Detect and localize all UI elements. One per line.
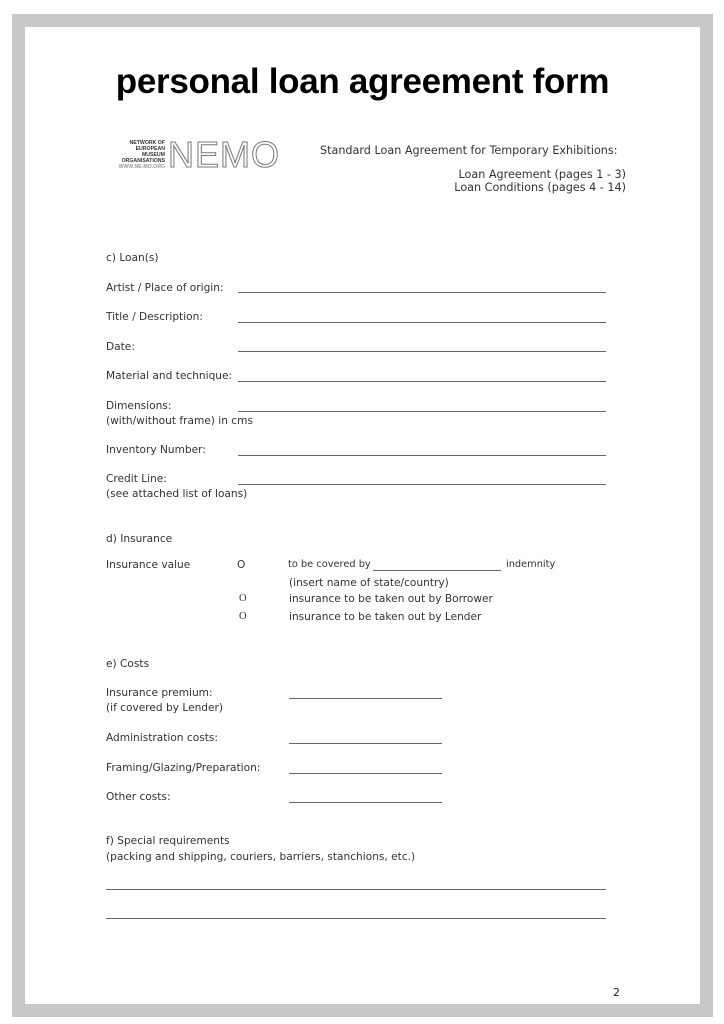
insurance-value-label: Insurance value	[106, 559, 191, 571]
cost-input-other[interactable]	[289, 802, 442, 803]
field-label-inventory: Inventory Number:	[106, 444, 206, 456]
logo-line: MUSEUM	[141, 152, 165, 158]
section-f-subheading: (packing and shipping, couriers, barriers, stanchions, etc.)	[106, 851, 416, 863]
field-sublabel-credit-line: (see attached list of loans)	[106, 488, 248, 500]
section-d-heading: d) Insurance	[106, 533, 173, 545]
special-requirements-line-2[interactable]	[106, 918, 606, 919]
indemnity-state-input[interactable]	[373, 570, 501, 571]
indemnity-note: (insert name of state/country)	[289, 577, 449, 589]
radio-lender[interactable]: O	[239, 611, 247, 622]
field-label-date: Date:	[106, 341, 135, 353]
document-title: personal loan agreement form	[115, 62, 610, 101]
nemo-logo-wordmark: NEMO	[168, 134, 280, 175]
cost-input-framing[interactable]	[289, 773, 442, 774]
logo-line: NETWORK OF	[129, 140, 165, 146]
field-input-inventory[interactable]	[238, 455, 606, 456]
logo-url: WWW.NE-MO.ORG	[118, 164, 165, 170]
logo-line: EUROPEAN	[135, 146, 165, 152]
conditions-pages-line: Loan Conditions (pages 4 - 14)	[454, 181, 626, 194]
field-input-dimensions[interactable]	[238, 411, 606, 412]
cost-label-insurance-premium: Insurance premium:	[106, 687, 213, 699]
field-label-material: Material and technique:	[106, 370, 233, 382]
section-c-heading: c) Loan(s)	[106, 252, 159, 264]
field-input-artist[interactable]	[238, 292, 606, 293]
agreement-pages-line: Loan Agreement (pages 1 - 3)	[458, 168, 626, 181]
cost-label-administration: Administration costs:	[106, 732, 218, 744]
field-label-dimensions: Dimensions:	[106, 400, 172, 412]
field-input-credit-line[interactable]	[238, 484, 606, 485]
option-lender-label: insurance to be taken out by Lender	[289, 611, 482, 623]
nemo-logo-text	[103, 140, 165, 170]
page-number: 2	[613, 986, 620, 999]
field-label-title: Title / Description:	[106, 311, 203, 323]
field-label-credit-line: Credit Line:	[106, 473, 167, 485]
section-e-heading: e) Costs	[106, 658, 150, 670]
indemnity-suffix: indemnity	[506, 559, 556, 570]
cost-sublabel-insurance-premium: (if covered by Lender)	[106, 702, 224, 714]
cost-input-insurance-premium[interactable]	[289, 698, 442, 699]
field-input-title[interactable]	[238, 322, 606, 323]
indemnity-prefix: to be covered by	[288, 559, 371, 570]
field-sublabel-dimensions: (with/without frame) in cms	[106, 415, 253, 427]
cost-input-administration[interactable]	[289, 743, 442, 744]
agreement-heading: Standard Loan Agreement for Temporary Exhibitions:	[320, 144, 618, 157]
cost-label-other: Other costs:	[106, 791, 171, 803]
radio-indemnity[interactable]: O	[237, 559, 246, 571]
special-requirements-line-1[interactable]	[106, 889, 606, 890]
option-borrower-label: insurance to be taken out by Borrower	[289, 593, 493, 605]
section-f-heading: f) Special requirements	[106, 835, 230, 847]
field-label-artist: Artist / Place of origin:	[106, 282, 224, 294]
cost-label-framing: Framing/Glazing/Preparation:	[106, 762, 261, 774]
document-page	[25, 27, 700, 1004]
radio-borrower[interactable]: O	[239, 593, 247, 604]
field-input-date[interactable]	[238, 351, 606, 352]
field-input-material[interactable]	[238, 381, 606, 382]
logo-line: ORGANISATIONS	[121, 158, 165, 164]
